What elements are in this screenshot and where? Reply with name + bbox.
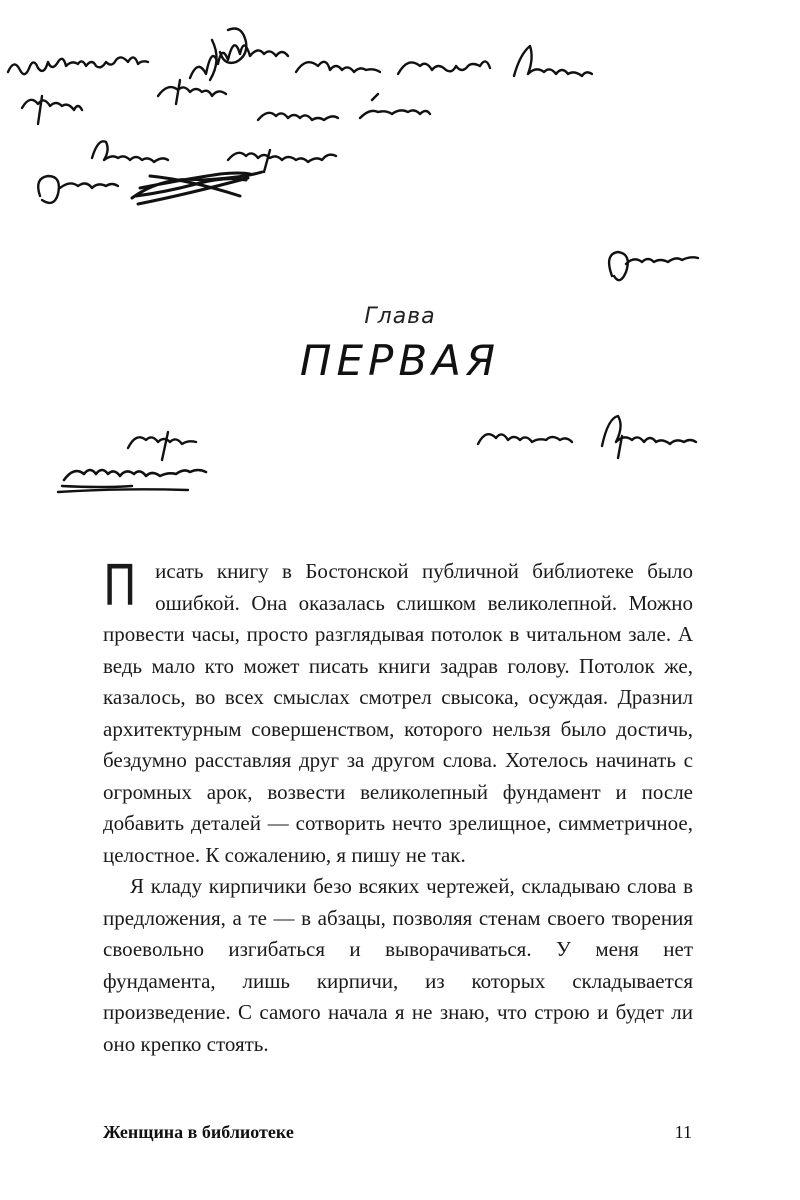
- scribble-word: [602, 416, 696, 458]
- scribble-word: [128, 432, 196, 460]
- handwriting-decoration: [0, 0, 800, 560]
- scribble-word: [258, 113, 338, 120]
- scribble-word: [64, 470, 206, 480]
- scribble-word: [22, 96, 82, 124]
- drop-cap: П: [103, 554, 137, 619]
- scribble-word: [228, 150, 336, 172]
- running-footer-title: Женщина в библиотеке: [103, 1122, 294, 1142]
- scribble-word: [38, 176, 118, 203]
- scribble-word: [92, 141, 168, 162]
- page-number: 11: [674, 1122, 692, 1142]
- scribble-word: [514, 46, 592, 76]
- scribble-word: [8, 57, 148, 74]
- scribble-word: [398, 61, 490, 74]
- chapter-title: ПЕРВАЯ: [299, 336, 501, 385]
- scribble-word: [360, 94, 430, 118]
- scribble-underline: [58, 486, 188, 492]
- body-text: [103, 556, 693, 1060]
- paragraph: Я кладу кирпичики безо всяких чертежей, складываю слова в предложения, а те — в абзацы, позволяя стенам своего творения своевольно изгибаться и выворачиваться. У меня нет фундамента, лишь кирпичи, из которых складывается произведение. С самого начала я не знаю, что строю и будет ли оно крепко стоять.: [103, 874, 693, 1056]
- scribble-word: [609, 252, 698, 280]
- chapter-label: Глава: [364, 304, 436, 329]
- scribble-word: [478, 434, 572, 444]
- paragraph-text: исать книгу в Бостонской публичной библиотеке было ошибкой. Она оказалась слишком великолепной. Можно провести часы, просто разглядывая потолок в читальном зале. А ведь мало кто может писать книги задрав голову. Потолок же, казалось, во всех смыслах смотрел свысока, осуждая. Дразнил архитектурным совершенством, которого нельзя было достичь, бездумно расставляя друг за другом слова. Хотелось начинать с огромных арок, возвести великолепный фундамент и после добавить деталей — сотворить нечто зрелищное, симметричное, целостное. К сожалению, я пишу не так.: [103, 559, 693, 867]
- scribble-word: [158, 80, 226, 104]
- scribble-cross: [132, 172, 262, 204]
- paragraph: [103, 556, 693, 871]
- scribble-word: [296, 62, 380, 72]
